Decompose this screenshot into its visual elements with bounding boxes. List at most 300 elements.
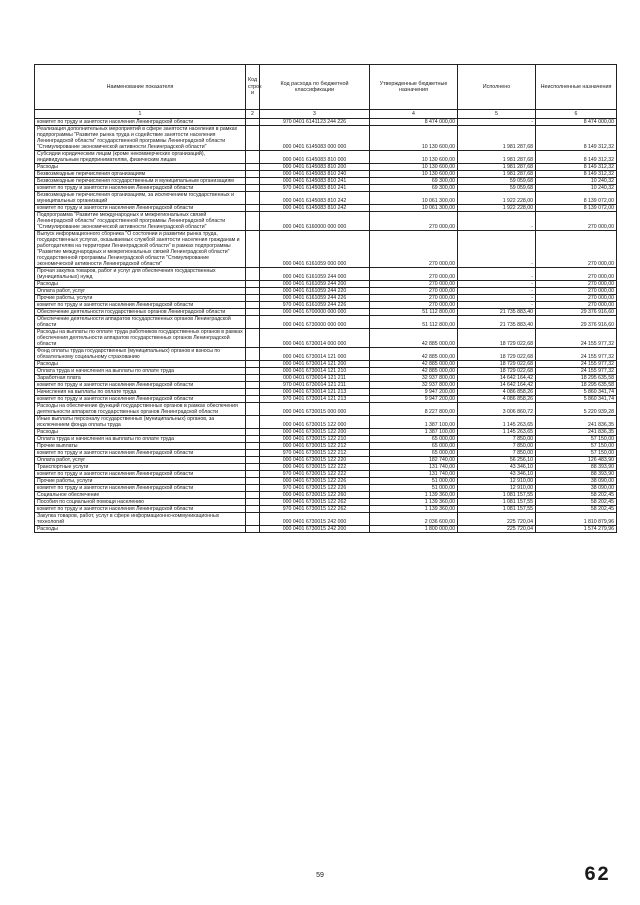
row-name: Безвозмездные перечисления организациям bbox=[35, 171, 246, 178]
row-executed: 18 729 022,68 bbox=[458, 329, 536, 348]
row-executed: 12 910,00 bbox=[458, 478, 536, 485]
table-row bbox=[35, 212, 617, 231]
row-code: 000 0401 6730015 122 222 bbox=[260, 464, 370, 471]
row-unexecuted: 126 483,90 bbox=[536, 457, 617, 464]
table-row bbox=[35, 126, 617, 151]
row-unexecuted: 24 155 977,32 bbox=[536, 348, 617, 361]
row-stroke bbox=[246, 171, 260, 178]
row-code: 000 0401 6161059 244 220 bbox=[260, 288, 370, 295]
row-name: Расходы на обеспечение функций государственных органов в рамках обеспечения деятельности аппаратов государственных органов Ленинградской области bbox=[35, 403, 246, 416]
row-unexecuted: 241 836,35 bbox=[536, 429, 617, 436]
row-unexecuted: 10 240,32 bbox=[536, 185, 617, 192]
table-row bbox=[35, 506, 617, 513]
row-code: 000 0401 6730014 000 000 bbox=[260, 329, 370, 348]
table-row bbox=[35, 288, 617, 295]
row-executed: 1 981 287,68 bbox=[458, 126, 536, 151]
row-executed: 1 145 263,65 bbox=[458, 416, 536, 429]
row-code: 000 0401 6700000 000 000 bbox=[260, 309, 370, 316]
row-executed: 12 910,00 bbox=[458, 485, 536, 492]
table-row bbox=[35, 436, 617, 443]
column-number-row bbox=[35, 110, 617, 119]
row-name: Расходы bbox=[35, 281, 246, 288]
row-code: 970 0401 6730015 122 226 bbox=[260, 485, 370, 492]
row-unexecuted: 5 220 939,28 bbox=[536, 403, 617, 416]
row-executed: 18 729 022,68 bbox=[458, 368, 536, 375]
row-executed: 43 346,10 bbox=[458, 471, 536, 478]
row-unexecuted: 8 149 312,32 bbox=[536, 164, 617, 171]
table-row bbox=[35, 513, 617, 526]
row-code: 000 0401 6730015 122 000 bbox=[260, 416, 370, 429]
row-stroke bbox=[246, 126, 260, 151]
row-unexecuted: 8 139 072,00 bbox=[536, 192, 617, 205]
row-approved: 270 000,00 bbox=[370, 281, 458, 288]
row-unexecuted: 1 810 879,96 bbox=[536, 513, 617, 526]
row-unexecuted: 270 000,00 bbox=[536, 281, 617, 288]
table-row bbox=[35, 526, 617, 533]
row-name: Расходы bbox=[35, 526, 246, 533]
row-stroke bbox=[246, 382, 260, 389]
row-executed: 1 081 157,55 bbox=[458, 499, 536, 506]
row-code: 970 0401 6141123 244 226 bbox=[260, 119, 370, 126]
row-unexecuted: 270 000,00 bbox=[536, 295, 617, 302]
row-unexecuted: 24 155 977,32 bbox=[536, 361, 617, 368]
row-unexecuted: 18 295 635,58 bbox=[536, 382, 617, 389]
row-unexecuted: 10 240,32 bbox=[536, 178, 617, 185]
row-stroke bbox=[246, 443, 260, 450]
row-executed: - bbox=[458, 288, 536, 295]
row-stroke bbox=[246, 429, 260, 436]
row-name: Обеспечение деятельности аппаратов государственных органов Ленинградской области bbox=[35, 316, 246, 329]
column-number: 6 bbox=[536, 110, 617, 119]
row-stroke bbox=[246, 506, 260, 513]
row-approved: 1 139 360,00 bbox=[370, 506, 458, 513]
row-code: 970 0401 6145083 810 241 bbox=[260, 185, 370, 192]
row-name: Транспортные услуги bbox=[35, 464, 246, 471]
row-unexecuted: 270 000,00 bbox=[536, 302, 617, 309]
row-executed: 1 922 228,00 bbox=[458, 192, 536, 205]
row-stroke bbox=[246, 375, 260, 382]
header-approved: Утвержденные бюджетные назначения bbox=[370, 65, 458, 110]
row-approved: 10 061 300,00 bbox=[370, 205, 458, 212]
row-stroke bbox=[246, 389, 260, 396]
row-unexecuted: 8 474 000,00 bbox=[536, 119, 617, 126]
row-unexecuted: 58 202,45 bbox=[536, 492, 617, 499]
row-stroke bbox=[246, 464, 260, 471]
row-approved: 32 937 800,00 bbox=[370, 375, 458, 382]
row-stroke bbox=[246, 185, 260, 192]
row-unexecuted: 5 860 341,74 bbox=[536, 389, 617, 396]
row-name: Расходы bbox=[35, 361, 246, 368]
row-approved: 10 130 600,00 bbox=[370, 171, 458, 178]
row-unexecuted: 270 000,00 bbox=[536, 231, 617, 268]
row-stroke bbox=[246, 212, 260, 231]
table-row bbox=[35, 382, 617, 389]
row-approved: 182 740,00 bbox=[370, 457, 458, 464]
row-name: Оплата труда и начисления на выплаты по оплате труда bbox=[35, 436, 246, 443]
table-row bbox=[35, 205, 617, 212]
row-name: Фонд оплаты труда государственных (муниципальных) органов и взносы по обязательному социальному страхованию bbox=[35, 348, 246, 361]
row-unexecuted: 29 376 916,60 bbox=[536, 316, 617, 329]
row-name: комитет по труду и занятости населения Ленинградской области bbox=[35, 119, 246, 126]
row-unexecuted: 5 860 341,74 bbox=[536, 396, 617, 403]
table-row bbox=[35, 119, 617, 126]
row-unexecuted: 57 150,00 bbox=[536, 450, 617, 457]
row-executed: - bbox=[458, 295, 536, 302]
row-code: 000 0401 6161059 244 000 bbox=[260, 268, 370, 281]
row-unexecuted: 24 155 977,32 bbox=[536, 368, 617, 375]
row-name: Безвозмездные перечисления организациям, за исключением государственных и муниципальных организаций bbox=[35, 192, 246, 205]
page-number: 59 bbox=[316, 872, 324, 879]
row-name: Прочие выплаты bbox=[35, 443, 246, 450]
row-name: комитет по труду и занятости населения Ленинградской области bbox=[35, 471, 246, 478]
row-name: Начисления на выплаты по оплате труда bbox=[35, 389, 246, 396]
row-approved: 1 387 100,00 bbox=[370, 429, 458, 436]
row-executed: 225 720,04 bbox=[458, 526, 536, 533]
row-approved: 69 300,00 bbox=[370, 178, 458, 185]
table-row bbox=[35, 185, 617, 192]
table-row bbox=[35, 464, 617, 471]
table-row bbox=[35, 485, 617, 492]
row-approved: 65 000,00 bbox=[370, 450, 458, 457]
row-name: комитет по труду и занятости населения Ленинградской области bbox=[35, 506, 246, 513]
row-approved: 42 885 000,00 bbox=[370, 348, 458, 361]
table-row bbox=[35, 499, 617, 506]
row-executed: - bbox=[458, 119, 536, 126]
row-stroke bbox=[246, 396, 260, 403]
row-approved: 270 000,00 bbox=[370, 302, 458, 309]
table-row bbox=[35, 268, 617, 281]
row-code: 000 0401 6145083 810 242 bbox=[260, 205, 370, 212]
row-stroke bbox=[246, 329, 260, 348]
table-row bbox=[35, 471, 617, 478]
row-executed: 1 981 287,68 bbox=[458, 151, 536, 164]
row-approved: 1 139 360,00 bbox=[370, 499, 458, 506]
row-name: Заработная плата bbox=[35, 375, 246, 382]
table-row bbox=[35, 361, 617, 368]
row-approved: 42 885 000,00 bbox=[370, 368, 458, 375]
row-unexecuted: 57 150,00 bbox=[536, 436, 617, 443]
row-unexecuted: 88 393,90 bbox=[536, 471, 617, 478]
header-name: Наименование показателя bbox=[35, 65, 246, 110]
row-executed: 4 086 858,26 bbox=[458, 396, 536, 403]
row-unexecuted: 29 376 916,60 bbox=[536, 309, 617, 316]
row-code: 000 0401 6730015 122 262 bbox=[260, 499, 370, 506]
row-executed: 21 735 883,40 bbox=[458, 309, 536, 316]
table-row bbox=[35, 316, 617, 329]
row-approved: 9 947 200,00 bbox=[370, 396, 458, 403]
row-executed: 21 735 883,40 bbox=[458, 316, 536, 329]
row-unexecuted: 88 393,90 bbox=[536, 464, 617, 471]
row-code: 000 0401 6145083 810 242 bbox=[260, 192, 370, 205]
row-unexecuted: 270 000,00 bbox=[536, 268, 617, 281]
row-approved: 1 139 360,00 bbox=[370, 492, 458, 499]
row-name: Прочие работы, услуги bbox=[35, 478, 246, 485]
row-executed: 14 642 164,42 bbox=[458, 382, 536, 389]
row-executed: 1 922 228,00 bbox=[458, 205, 536, 212]
row-approved: 270 000,00 bbox=[370, 288, 458, 295]
row-unexecuted: 8 139 072,00 bbox=[536, 205, 617, 212]
row-code: 000 0401 6161059 000 000 bbox=[260, 231, 370, 268]
row-executed: 7 850,00 bbox=[458, 443, 536, 450]
row-unexecuted: 58 202,45 bbox=[536, 499, 617, 506]
row-stroke bbox=[246, 436, 260, 443]
row-executed: 7 850,00 bbox=[458, 436, 536, 443]
row-stroke bbox=[246, 309, 260, 316]
table-row bbox=[35, 192, 617, 205]
row-approved: 10 130 600,00 bbox=[370, 151, 458, 164]
row-executed: - bbox=[458, 302, 536, 309]
row-name: Оплата работ, услуг bbox=[35, 288, 246, 295]
stamp-number: 62 bbox=[584, 864, 611, 887]
row-code: 000 0401 6730015 122 260 bbox=[260, 492, 370, 499]
row-approved: 8 227 800,00 bbox=[370, 403, 458, 416]
column-number: 4 bbox=[370, 110, 458, 119]
row-name: Закупка товаров, работ, услуг в сфере информационно-коммуникационных технологий bbox=[35, 513, 246, 526]
row-stroke bbox=[246, 288, 260, 295]
table-row bbox=[35, 309, 617, 316]
row-name: комитет по труду и занятости населения Ленинградской области bbox=[35, 185, 246, 192]
row-executed: 18 729 022,68 bbox=[458, 361, 536, 368]
row-approved: 42 885 000,00 bbox=[370, 329, 458, 348]
row-stroke bbox=[246, 403, 260, 416]
row-approved: 65 000,00 bbox=[370, 436, 458, 443]
row-stroke bbox=[246, 205, 260, 212]
header-stroke: Код строк и bbox=[246, 65, 260, 110]
row-executed: 59 059,68 bbox=[458, 178, 536, 185]
row-approved: 270 000,00 bbox=[370, 231, 458, 268]
row-executed: 1 981 287,68 bbox=[458, 164, 536, 171]
row-executed: 7 850,00 bbox=[458, 450, 536, 457]
row-code: 000 0401 6145083 810 240 bbox=[260, 171, 370, 178]
table-header-row bbox=[35, 65, 617, 110]
row-stroke bbox=[246, 316, 260, 329]
row-code: 000 0401 6730015 242 000 bbox=[260, 513, 370, 526]
row-approved: 10 130 600,00 bbox=[370, 126, 458, 151]
row-code: 000 0401 6730014 121 211 bbox=[260, 375, 370, 382]
table-row bbox=[35, 396, 617, 403]
row-stroke bbox=[246, 295, 260, 302]
row-stroke bbox=[246, 348, 260, 361]
table-row bbox=[35, 375, 617, 382]
column-number: 1 bbox=[35, 110, 246, 119]
row-name: комитет по труду и занятости населения Ленинградской области bbox=[35, 302, 246, 309]
table-row bbox=[35, 178, 617, 185]
row-name: Реализация дополнительных мероприятий в сфере занятости населения в рамках подпрограммы "Развитие рынка труда и содействие занятости населения Ленинградской области" государственной программы Ленинградской области "Стимулирование экономической активности Ленинградской области" bbox=[35, 126, 246, 151]
table-row bbox=[35, 389, 617, 396]
budget-sheet bbox=[34, 64, 616, 533]
row-unexecuted: 270 000,00 bbox=[536, 212, 617, 231]
row-code: 970 0401 6730015 122 262 bbox=[260, 506, 370, 513]
row-stroke bbox=[246, 231, 260, 268]
row-code: 000 0401 6730015 122 220 bbox=[260, 457, 370, 464]
table-row bbox=[35, 492, 617, 499]
row-executed: 18 729 022,68 bbox=[458, 348, 536, 361]
row-code: 970 0401 6161059 244 226 bbox=[260, 302, 370, 309]
row-stroke bbox=[246, 457, 260, 464]
row-code: 000 0401 6730000 000 000 bbox=[260, 316, 370, 329]
table-row bbox=[35, 403, 617, 416]
row-code: 970 0401 6730015 122 212 bbox=[260, 450, 370, 457]
row-stroke bbox=[246, 368, 260, 375]
table-row bbox=[35, 281, 617, 288]
row-code: 000 0401 6730015 122 200 bbox=[260, 429, 370, 436]
row-code: 970 0401 6730014 121 213 bbox=[260, 396, 370, 403]
row-executed: 59 059,68 bbox=[458, 185, 536, 192]
row-name: комитет по труду и занятости населения Ленинградской области bbox=[35, 382, 246, 389]
row-name: Обеспечение деятельности государственных органов Ленинградской области bbox=[35, 309, 246, 316]
row-executed: 225 720,04 bbox=[458, 513, 536, 526]
row-unexecuted: 38 090,00 bbox=[536, 485, 617, 492]
table-body bbox=[35, 119, 617, 533]
row-code: 000 0401 6145083 810 000 bbox=[260, 151, 370, 164]
row-approved: 270 000,00 bbox=[370, 295, 458, 302]
row-executed: 43 346,10 bbox=[458, 464, 536, 471]
row-executed: - bbox=[458, 268, 536, 281]
row-stroke bbox=[246, 178, 260, 185]
row-stroke bbox=[246, 450, 260, 457]
row-executed: 1 081 157,55 bbox=[458, 506, 536, 513]
row-approved: 2 036 600,00 bbox=[370, 513, 458, 526]
row-approved: 51 112 800,00 bbox=[370, 316, 458, 329]
row-executed: 1 145 263,65 bbox=[458, 429, 536, 436]
table-row bbox=[35, 151, 617, 164]
table-row bbox=[35, 171, 617, 178]
row-code: 000 0401 6730015 122 212 bbox=[260, 443, 370, 450]
row-name: Прочие работы, услуги bbox=[35, 295, 246, 302]
row-unexecuted: 8 149 312,32 bbox=[536, 126, 617, 151]
row-executed: - bbox=[458, 231, 536, 268]
row-unexecuted: 8 149 312,32 bbox=[536, 171, 617, 178]
row-approved: 10 130 600,00 bbox=[370, 164, 458, 171]
row-stroke bbox=[246, 499, 260, 506]
row-code: 000 0401 6730014 121 000 bbox=[260, 348, 370, 361]
row-code: 970 0401 6730014 121 211 bbox=[260, 382, 370, 389]
table-row bbox=[35, 231, 617, 268]
row-name: Расходы на выплаты по оплате труда работников государственных органов в рамках обеспечения деятельности аппаратов государственных органов Ленинградской области bbox=[35, 329, 246, 348]
header-executed: Исполнено bbox=[458, 65, 536, 110]
header-code: Код расхода по бюджетной классификации bbox=[260, 65, 370, 110]
table-row bbox=[35, 457, 617, 464]
row-name: Подпрограмма "Развитие международных и межрегиональных связей Ленинградской области" государственной программы Ленинградской области "Стимулирование экономической активности Ленинградской области" bbox=[35, 212, 246, 231]
row-name: Оплата работ, услуг bbox=[35, 457, 246, 464]
row-code: 000 0401 6145083 810 241 bbox=[260, 178, 370, 185]
table-row bbox=[35, 478, 617, 485]
row-unexecuted: 241 836,35 bbox=[536, 416, 617, 429]
row-stroke bbox=[246, 478, 260, 485]
row-executed: 1 981 287,68 bbox=[458, 171, 536, 178]
row-unexecuted: 8 149 312,32 bbox=[536, 151, 617, 164]
row-unexecuted: 38 090,00 bbox=[536, 478, 617, 485]
row-unexecuted: 57 150,00 bbox=[536, 443, 617, 450]
table-row bbox=[35, 368, 617, 375]
row-name: Расходы bbox=[35, 164, 246, 171]
row-executed: 1 081 157,55 bbox=[458, 492, 536, 499]
row-stroke bbox=[246, 485, 260, 492]
row-name: Оплата труда и начисления на выплаты по оплате труда bbox=[35, 368, 246, 375]
column-number: 5 bbox=[458, 110, 536, 119]
row-name: Пособия по социальной помощи населению bbox=[35, 499, 246, 506]
row-code: 000 0401 6160000 000 000 bbox=[260, 212, 370, 231]
row-name: комитет по труду и занятости населения Ленинградской области bbox=[35, 450, 246, 457]
column-number: 3 bbox=[260, 110, 370, 119]
row-name: комитет по труду и занятости населения Ленинградской области bbox=[35, 396, 246, 403]
row-executed: - bbox=[458, 281, 536, 288]
row-name: комитет по труду и занятости населения Ленинградской области bbox=[35, 205, 246, 212]
row-stroke bbox=[246, 492, 260, 499]
row-stroke bbox=[246, 471, 260, 478]
row-name: Расходы bbox=[35, 429, 246, 436]
column-number: 2 bbox=[246, 110, 260, 119]
row-code: 000 0401 6161059 244 200 bbox=[260, 281, 370, 288]
row-stroke bbox=[246, 281, 260, 288]
row-approved: 131 740,00 bbox=[370, 464, 458, 471]
row-executed: 4 086 858,26 bbox=[458, 389, 536, 396]
row-code: 000 0401 6730014 121 200 bbox=[260, 361, 370, 368]
row-stroke bbox=[246, 513, 260, 526]
table-row bbox=[35, 348, 617, 361]
row-approved: 65 000,00 bbox=[370, 443, 458, 450]
row-code: 000 0401 6145083 810 200 bbox=[260, 164, 370, 171]
row-code: 000 0401 6730015 000 000 bbox=[260, 403, 370, 416]
row-code: 000 0401 6730015 242 200 bbox=[260, 526, 370, 533]
row-code: 000 0401 6730014 121 213 bbox=[260, 389, 370, 396]
row-code: 000 0401 6145083 000 000 bbox=[260, 126, 370, 151]
row-name: Выпуск информационного сборника "О состоянии и развитии рынка труда, государственных услугах, оказываемых службой занятости населения гражданам и работодателям на территории Ленинградской области" в рамках подпрограммы "Развитие международных и межрегиональных связей Ленинградской области" государственной программы Ленинградской области "Стимулирование экономической активности Ленинградской области" bbox=[35, 231, 246, 268]
row-name: комитет по труду и занятости населения Ленинградской области bbox=[35, 485, 246, 492]
row-code: 000 0401 6730015 122 226 bbox=[260, 478, 370, 485]
table-row bbox=[35, 302, 617, 309]
row-code: 000 0401 6161059 244 226 bbox=[260, 295, 370, 302]
row-stroke bbox=[246, 164, 260, 171]
row-approved: 32 937 800,00 bbox=[370, 382, 458, 389]
row-approved: 131 740,00 bbox=[370, 471, 458, 478]
row-executed: 14 642 164,42 bbox=[458, 375, 536, 382]
row-approved: 270 000,00 bbox=[370, 212, 458, 231]
row-stroke bbox=[246, 268, 260, 281]
row-approved: 1 800 000,00 bbox=[370, 526, 458, 533]
row-stroke bbox=[246, 192, 260, 205]
table-row bbox=[35, 429, 617, 436]
row-approved: 9 947 200,00 bbox=[370, 389, 458, 396]
row-code: 000 0401 6730015 122 210 bbox=[260, 436, 370, 443]
row-unexecuted: 1 574 279,96 bbox=[536, 526, 617, 533]
row-unexecuted: 18 295 635,58 bbox=[536, 375, 617, 382]
row-name: Субсидии юридическим лицам (кроме некоммерческих организаций), индивидуальным предпринимателям, физическим лицам bbox=[35, 151, 246, 164]
row-unexecuted: 270 000,00 bbox=[536, 288, 617, 295]
row-name: Социальное обеспечение bbox=[35, 492, 246, 499]
table-row bbox=[35, 164, 617, 171]
row-stroke bbox=[246, 151, 260, 164]
row-stroke bbox=[246, 119, 260, 126]
row-code: 000 0401 6730014 121 210 bbox=[260, 368, 370, 375]
table-row bbox=[35, 443, 617, 450]
row-stroke bbox=[246, 416, 260, 429]
row-approved: 42 885 000,00 bbox=[370, 361, 458, 368]
row-approved: 270 000,00 bbox=[370, 268, 458, 281]
row-stroke bbox=[246, 302, 260, 309]
header-unexecuted: Неисполненные назначения bbox=[536, 65, 617, 110]
row-executed: 56 256,10 bbox=[458, 457, 536, 464]
table-row bbox=[35, 329, 617, 348]
row-code: 970 0401 6730015 122 222 bbox=[260, 471, 370, 478]
row-approved: 51 000,00 bbox=[370, 485, 458, 492]
row-approved: 51 112 800,00 bbox=[370, 309, 458, 316]
row-unexecuted: 24 155 977,32 bbox=[536, 329, 617, 348]
row-approved: 8 474 000,00 bbox=[370, 119, 458, 126]
row-executed: 3 006 860,72 bbox=[458, 403, 536, 416]
row-name: Иные выплаты персоналу государственных (муниципальных) органов, за исключением фонда оплаты труда bbox=[35, 416, 246, 429]
row-approved: 1 387 100,00 bbox=[370, 416, 458, 429]
